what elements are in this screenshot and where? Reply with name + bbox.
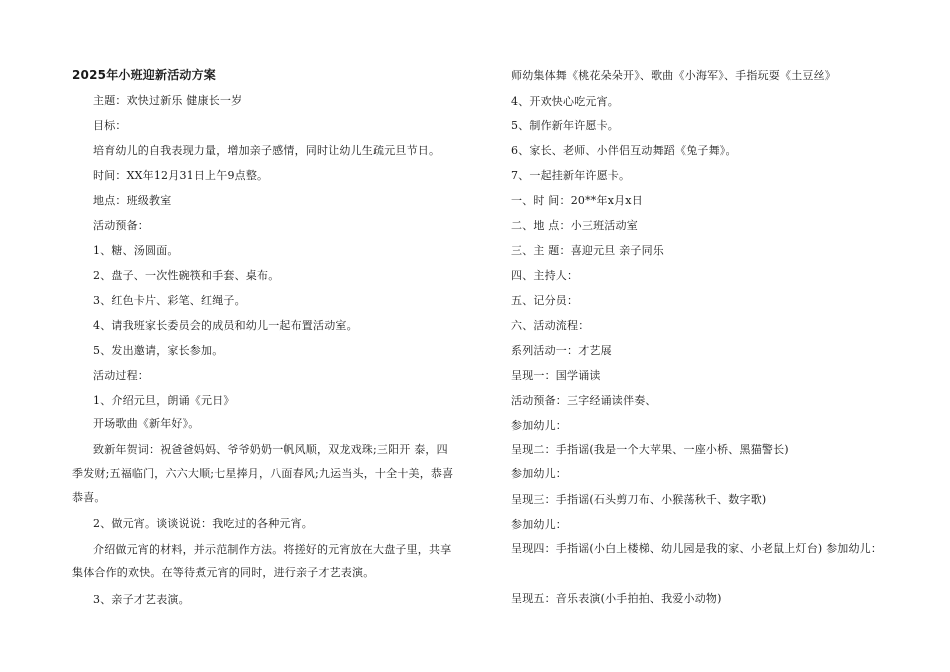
step-4: 4、开欢快心吃元宵。: [511, 95, 619, 108]
yuanxiao-line-1: 介绍做元宵的材料，并示范制作方法。将搓好的元宵放在大盘子里，共享: [93, 543, 452, 556]
process-step-1: 1、介绍元旦，朗诵《元日》: [93, 394, 235, 407]
process-heading: 活动过程：: [93, 369, 149, 382]
place-line: 地点：班级教室: [93, 194, 172, 207]
show-1: 呈现一：国学诵读: [511, 369, 601, 382]
opening-song: 开场歌曲《新年好》。: [93, 417, 200, 430]
event-flow-heading: 六、活动流程：: [511, 319, 590, 332]
show-2: 呈现二：手指谣(我是一个大苹果、一座小桥、黑猫警长): [511, 443, 789, 456]
prep-item-4: 4、请我班家长委员会的成员和幼儿一起布置活动室。: [93, 319, 358, 332]
show-1-prep: 活动预备：三字经诵读伴奏、: [511, 394, 657, 407]
event-host: 四、主持人：: [511, 269, 579, 282]
prep-item-5: 5、发出邀请，家长参加。: [93, 344, 224, 357]
prep-heading: 活动预备：: [93, 219, 149, 232]
event-time: 一、时 间：20**年x月x日: [511, 194, 643, 207]
performance-list: 师幼集体舞《桃花朵朵开》、歌曲《小海军》、手指玩耍《土豆丝》: [511, 69, 836, 82]
yuanxiao-line-2: 集体合作的欢快。在等待煮元宵的同时，进行亲子才艺表演。: [72, 566, 375, 579]
step-7: 7、一起挂新年许愿卡。: [511, 169, 631, 182]
greeting-line-2: 季发财;五福临门，六六大顺;七星捧月，八面春风;九运当头，十全十美，恭喜: [72, 467, 454, 480]
greeting-line-1: 致新年贺词：祝爸爸妈妈、爷爷奶奶一帆风顺，双龙戏珠;三阳开 泰，四: [93, 443, 448, 456]
process-step-3: 3、亲子才艺表演。: [93, 593, 190, 606]
show-2-participants: 参加幼儿：: [511, 467, 567, 480]
event-place: 二、地 点：小三班活动室: [511, 219, 638, 232]
process-step-2: 2、做元宵。谈谈说说：我吃过的各种元宵。: [93, 517, 313, 530]
prep-item-2: 2、盘子、一次性碗筷和手套、桌布。: [93, 269, 280, 282]
goal-heading: 目标：: [93, 119, 127, 132]
show-1-participants: 参加幼儿：: [511, 419, 567, 432]
show-4: 呈现四：手指谣(小白上楼梯、幼儿园是我的家、小老鼠上灯台) 参加幼儿：: [511, 542, 883, 555]
show-3-participants: 参加幼儿：: [511, 518, 567, 531]
theme-line: 主题：欢快过新乐 健康长一岁: [93, 94, 243, 107]
show-3: 呈现三：手指谣(石头剪刀布、小猴荡秋千、数字歌): [511, 493, 767, 506]
prep-item-1: 1、糖、汤圆面。: [93, 244, 179, 257]
series-activity-1: 系列活动一：才艺展: [511, 344, 612, 357]
prep-item-3: 3、红色卡片、彩笔、红绳子。: [93, 294, 246, 307]
goal-text: 培育幼儿的自我表现力量，增加亲子感情，同时让幼儿生疏元旦节日。: [93, 144, 441, 157]
greeting-line-3: 恭喜。: [72, 491, 106, 504]
document-title: 2025年小班迎新活动方案: [72, 68, 216, 82]
time-line: 时间：XX年12月31日上午9点整。: [93, 169, 269, 182]
event-theme: 三、主 题：喜迎元旦 亲子同乐: [511, 244, 664, 257]
event-scorer: 五、记分员：: [511, 294, 579, 307]
show-5: 呈现五：音乐表演(小手拍拍、我爱小动物): [511, 592, 722, 605]
step-5: 5、制作新年许愿卡。: [511, 119, 619, 132]
step-6: 6、家长、老师、小伴侣互动舞蹈《兔子舞》。: [511, 144, 737, 157]
